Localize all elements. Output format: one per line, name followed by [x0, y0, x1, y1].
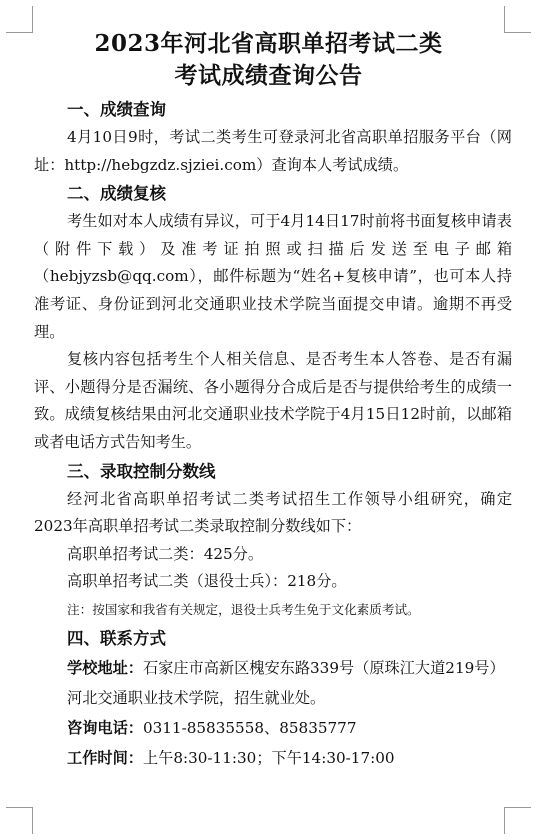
- crop-mark-bottom-left: [6, 807, 33, 834]
- announcement-body: [34, 95, 512, 773]
- crop-mark-bottom-right: [504, 807, 531, 834]
- page-title-line2: 考试成绩查询公告: [174, 62, 363, 89]
- contact-phone-value: 0311-85835558、85835777: [142, 718, 357, 737]
- contact-hours-label: 工作时间：: [67, 748, 143, 767]
- score-review-paragraph-1: 考生如对本人成绩有异议，可于4月14日17时前将书面复核申请表（附件下载）及准考证拍照或扫描后发送至电子邮箱（hebjyzsb@qq.com），邮件标题为“姓名+复核申请”，也可本人持准考证、身份证到河北交通职业技术学院当面提交申请。逾期不再受理。: [34, 212, 512, 341]
- cutoff-line-general: 高职单招考试二类：425分。: [67, 544, 264, 563]
- contact-phone: [34, 713, 512, 743]
- contact-phone-label: 咨询电话：: [67, 718, 143, 737]
- contact-hours: [34, 743, 512, 773]
- section-heading-cutoff: 三、录取控制分数线: [67, 461, 216, 481]
- cutoff-note: 注：按国家和我省有关规定，退役士兵考生免于文化素质考试。: [67, 601, 420, 617]
- contact-hours-value: 上午8:30-11:30；下午14:30-17:00: [142, 748, 395, 767]
- contact-address: [34, 653, 512, 713]
- cutoff-paragraph: 经河北省高职单招考试二类考试招生工作领导小组研究，确定2023年高职单招考试二类录取控制分数线如下：: [34, 489, 512, 536]
- score-query-paragraph: 4月10日9时，考试二类考生可登录河北省高职单招服务平台（网址：http://hebgzdz.sjziei.com）查询本人考试成绩。: [34, 128, 512, 174]
- cutoff-line-veterans: 高职单招考试二类（退役士兵）：218分。: [67, 572, 347, 591]
- page-title-line1: 2023年河北省高职单招考试二类: [94, 30, 443, 57]
- contact-address-value: 石家庄市高新区槐安东路339号（原珠江大道219号）河北交通职业技术学院，招生就业处。: [67, 658, 505, 707]
- section-heading-score-query: 一、成绩查询: [67, 100, 166, 119]
- contact-address-label: 学校地址：: [67, 658, 143, 677]
- section-heading-contact: 四、联系方式: [67, 628, 166, 648]
- score-review-paragraph-2: 复核内容包括考生个人相关信息、是否考生本人答卷、是否有漏评、小题得分是否漏统、各小题得分合成后是否与提供给考生的成绩一致。成绩复核结果由河北交通职业技术学院于4月15日12时前，以邮箱或者电话方式告知考生。: [34, 350, 512, 451]
- section-heading-score-review: 二、成绩复核: [67, 184, 166, 204]
